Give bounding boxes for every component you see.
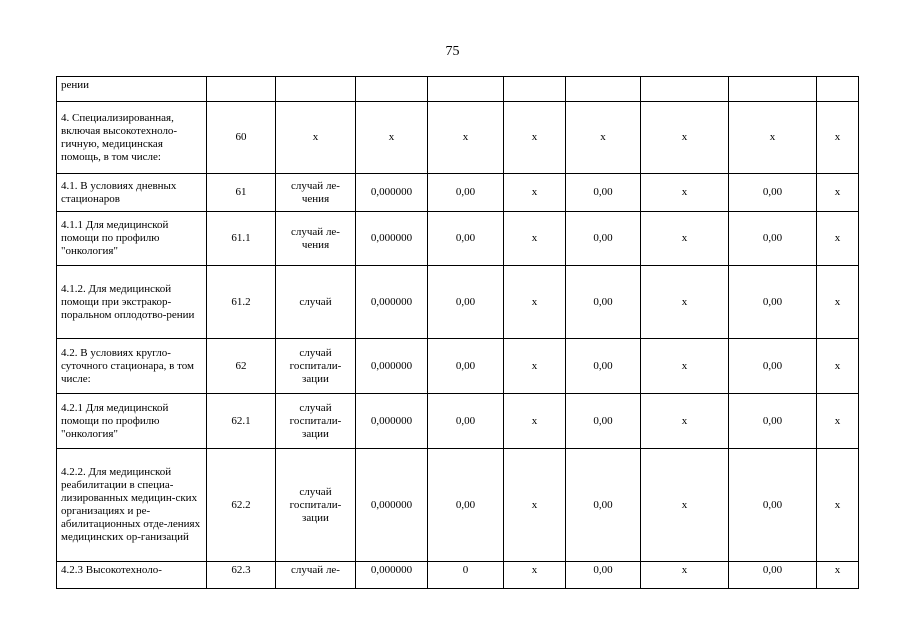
row-label-cell: 4.2.3 Высокотехноло-: [57, 562, 207, 589]
row-label-cell: 4.1.1 Для медицинской помощи по профилю "онкология": [57, 212, 207, 266]
table-body: [57, 77, 859, 589]
table-cell: х: [504, 449, 566, 562]
table-cell: 0,00: [428, 394, 504, 449]
table-cell: 0,00: [428, 449, 504, 562]
table-cell: 0,00: [729, 562, 817, 589]
table-cell: 0,000000: [356, 339, 428, 394]
table-row: [57, 266, 859, 339]
table-row: [57, 562, 859, 589]
table-row: [57, 174, 859, 212]
table-cell: 0,00: [566, 339, 641, 394]
table-cell: случай госпитали-зации: [276, 449, 356, 562]
table-cell: х: [356, 102, 428, 174]
table-cell: х: [566, 102, 641, 174]
row-label-cell: 4.2.1 Для медицинской помощи по профилю "онкология": [57, 394, 207, 449]
table-cell: х: [817, 212, 859, 266]
table-cell: 0,000000: [356, 562, 428, 589]
table-cell: х: [817, 102, 859, 174]
table-cell: х: [817, 339, 859, 394]
table-cell: 0,000000: [356, 174, 428, 212]
row-label-cell: 4. Специализированная, включая высокотехноло-гичную, медицинская помощь, в том числе:: [57, 102, 207, 174]
table-row: [57, 339, 859, 394]
table-cell: 0,00: [566, 394, 641, 449]
table-cell: [641, 77, 729, 102]
table-cell: х: [641, 212, 729, 266]
table-cell: х: [504, 394, 566, 449]
table-cell: 62.2: [207, 449, 276, 562]
table-cell: 0,00: [729, 266, 817, 339]
table-cell: 61.1: [207, 212, 276, 266]
table-cell: 0,00: [566, 266, 641, 339]
table-cell: х: [276, 102, 356, 174]
table-cell: 0,000000: [356, 212, 428, 266]
table-cell: 0,00: [729, 174, 817, 212]
table-cell: 61.2: [207, 266, 276, 339]
table-cell: 0: [428, 562, 504, 589]
table-cell: [276, 77, 356, 102]
table-cell: х: [817, 562, 859, 589]
table-cell: х: [641, 174, 729, 212]
table-cell: х: [641, 102, 729, 174]
table-cell: [566, 77, 641, 102]
table-cell: 0,00: [428, 212, 504, 266]
table-cell: х: [641, 394, 729, 449]
table-cell: х: [817, 266, 859, 339]
table-row: [57, 394, 859, 449]
table-cell: 0,00: [729, 449, 817, 562]
table-cell: [729, 77, 817, 102]
table-cell: 62.3: [207, 562, 276, 589]
table-cell: 62.1: [207, 394, 276, 449]
table-cell: 61: [207, 174, 276, 212]
table-cell: 0,00: [566, 562, 641, 589]
table-cell: 0,00: [566, 212, 641, 266]
table-cell: 62: [207, 339, 276, 394]
page-number: 75: [445, 44, 460, 59]
table-cell: 0,00: [729, 212, 817, 266]
table-cell: 0,00: [566, 174, 641, 212]
row-label-cell: рении: [57, 77, 207, 102]
table-cell: х: [504, 102, 566, 174]
table-cell: 0,00: [729, 339, 817, 394]
table-cell: х: [504, 266, 566, 339]
table-cell: случай госпитали-зации: [276, 339, 356, 394]
table-cell: случай ле-: [276, 562, 356, 589]
row-label-cell: 4.2.2. Для медицинской реабилитации в специа-лизированных медицин-ских организациях и ре-абилитационных отде-лениях медицинских ор-ганизаций: [57, 449, 207, 562]
table-cell: х: [504, 212, 566, 266]
table-cell: [504, 77, 566, 102]
table-cell: случай ле-чения: [276, 174, 356, 212]
table-cell: [428, 77, 504, 102]
table-cell: 0,00: [566, 449, 641, 562]
table-cell: х: [729, 102, 817, 174]
table-cell: х: [428, 102, 504, 174]
table-cell: х: [504, 562, 566, 589]
data-table: [56, 76, 859, 589]
table-row: [57, 212, 859, 266]
row-label-cell: 4.2. В условиях кругло-суточного стационара, в том числе:: [57, 339, 207, 394]
table-cell: 0,00: [428, 339, 504, 394]
table-cell: х: [641, 339, 729, 394]
table-cell: х: [641, 449, 729, 562]
table-cell: 0,000000: [356, 394, 428, 449]
table-cell: х: [641, 562, 729, 589]
table-cell: 0,00: [428, 266, 504, 339]
table-row: [57, 102, 859, 174]
table-cell: [356, 77, 428, 102]
table-cell: случай ле-чения: [276, 212, 356, 266]
row-label-cell: 4.1.2. Для медицинской помощи при экстракор-поральном оплодотво-рении: [57, 266, 207, 339]
table-row: [57, 449, 859, 562]
table-cell: 60: [207, 102, 276, 174]
table-cell: 0,000000: [356, 449, 428, 562]
table-cell: х: [504, 174, 566, 212]
table-cell: х: [817, 394, 859, 449]
table-cell: х: [817, 174, 859, 212]
table-cell: [207, 77, 276, 102]
table-cell: случай: [276, 266, 356, 339]
table-row: [57, 77, 859, 102]
table-cell: 0,00: [428, 174, 504, 212]
table-cell: х: [641, 266, 729, 339]
table-cell: случай госпитали-зации: [276, 394, 356, 449]
table-cell: 0,000000: [356, 266, 428, 339]
row-label-cell: 4.1. В условиях дневных стационаров: [57, 174, 207, 212]
table-cell: х: [817, 449, 859, 562]
table-cell: 0,00: [729, 394, 817, 449]
table-cell: х: [504, 339, 566, 394]
table-cell: [817, 77, 859, 102]
